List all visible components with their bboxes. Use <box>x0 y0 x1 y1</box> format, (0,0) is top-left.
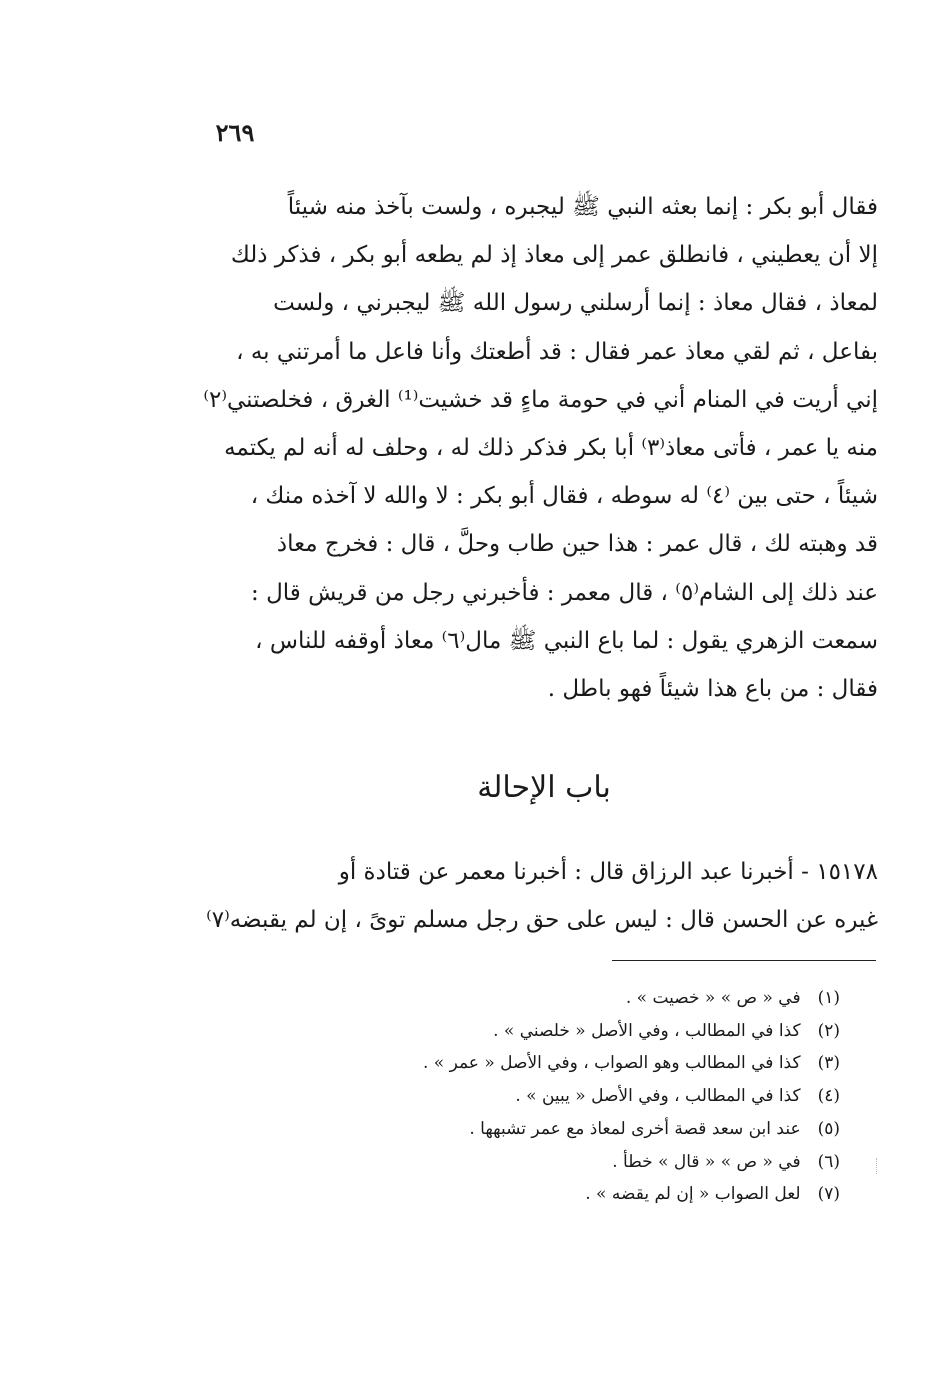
footnote-divider <box>612 960 876 961</box>
scan-speck <box>876 1158 879 1174</box>
hadith-line: ١٥١٧٨ - أخبرنا عبد الرزاق قال : أخبرنا معمر عن قتادة أو <box>338 859 878 885</box>
body-line: بفاعل ، ثم لقي معاذ عمر فقال : قد أطعتك وأنا فاعل ما أمرتني به ، <box>236 338 878 365</box>
footnotes-list <box>360 982 840 1211</box>
footnote-number: (١) <box>817 988 840 1008</box>
footnote-number: (٥) <box>817 1118 840 1139</box>
footnote-number: (٢) <box>817 1020 840 1041</box>
footnote-text: كذا في المطالب ، وفي الأصل « يبين » . <box>515 1086 801 1107</box>
footnote-number: (٣) <box>817 1053 840 1074</box>
footnote-text: كذا في المطالب وهو الصواب ، وفي الأصل « عمر » . <box>422 1053 801 1074</box>
footnote-number: (٦) <box>817 1151 840 1172</box>
footnote-text: في « ص » « قال » خطأ . <box>612 1151 801 1172</box>
body-line: فقال أبو بكر : إنما بعثه النبي ﷺ ليجبره ، ولست بآخذ منه شيئاً <box>287 194 878 220</box>
footnote-item <box>360 1113 840 1146</box>
body-line: سمعت الزهري يقول : لما باع النبي ﷺ مال⁽٦⁾ معاذ أوقفه للناس ، <box>255 627 878 654</box>
body-line: فقال : من باع هذا شيئاً فهو باطل . <box>547 676 878 703</box>
footnote-item <box>360 1080 840 1113</box>
body-line: إني أريت في المنام أني في حومة ماءٍ قد خشيت⁽¹⁾ الغرق ، فخلصتني⁽٢⁾ <box>203 386 878 413</box>
body-line: قد وهبته لك ، قال عمر : هذا حين طاب وحلَّ ، قال : فخرج معاذ <box>276 531 878 558</box>
body-line: إلا أن يعطيني ، فانطلق عمر إلى معاذ إذ لم يطعه أبو بكر ، فذكر ذلك <box>230 242 878 269</box>
footnote-item <box>360 1178 840 1211</box>
footnote-number: (٤) <box>817 1086 840 1107</box>
footnote-text: لعل الصواب « إن لم يقضه » . <box>585 1184 801 1205</box>
body-line: منه يا عمر ، فأتى معاذ⁽٣⁾ أبا بكر فذكر ذلك له ، وحلف له أنه لم يكتمه <box>224 435 878 462</box>
footnote-item <box>360 982 840 1015</box>
footnote-number: (٧) <box>817 1184 840 1205</box>
footnote-item <box>360 1015 840 1048</box>
footnote-text: عند ابن سعد قصة أخرى لمعاذ مع عمر تشبهها . <box>469 1118 801 1139</box>
body-line: شيئاً ، حتى بين ⁽٤⁾ له سوطه ، فقال أبو بكر : لا والله لا آخذه منك ، <box>250 483 878 510</box>
page-number: ٢٦٩ <box>215 118 255 147</box>
footnote-text: في « ص » « خصيت » . <box>625 988 801 1008</box>
body-paragraph <box>203 183 878 713</box>
body-line: لمعاذ ، فقال معاذ : إنما أرسلني رسول الله ﷺ ليجبرني ، ولست <box>273 290 878 317</box>
body-line: عند ذلك إلى الشام⁽٥⁾ ، قال معمر : فأخبرني رجل من قريش قال : <box>251 579 878 606</box>
footnote-item <box>360 1047 840 1080</box>
hadith-paragraph <box>206 848 878 944</box>
hadith-line: غيره عن الحسن قال : ليس على حق رجل مسلم توىً ، إن لم يقبضه⁽٧⁾ <box>206 907 878 933</box>
section-heading: باب الإحالة <box>477 770 611 805</box>
footnote-item <box>360 1146 840 1179</box>
footnote-text: كذا في المطالب ، وفي الأصل « خلصني » . <box>493 1020 801 1041</box>
